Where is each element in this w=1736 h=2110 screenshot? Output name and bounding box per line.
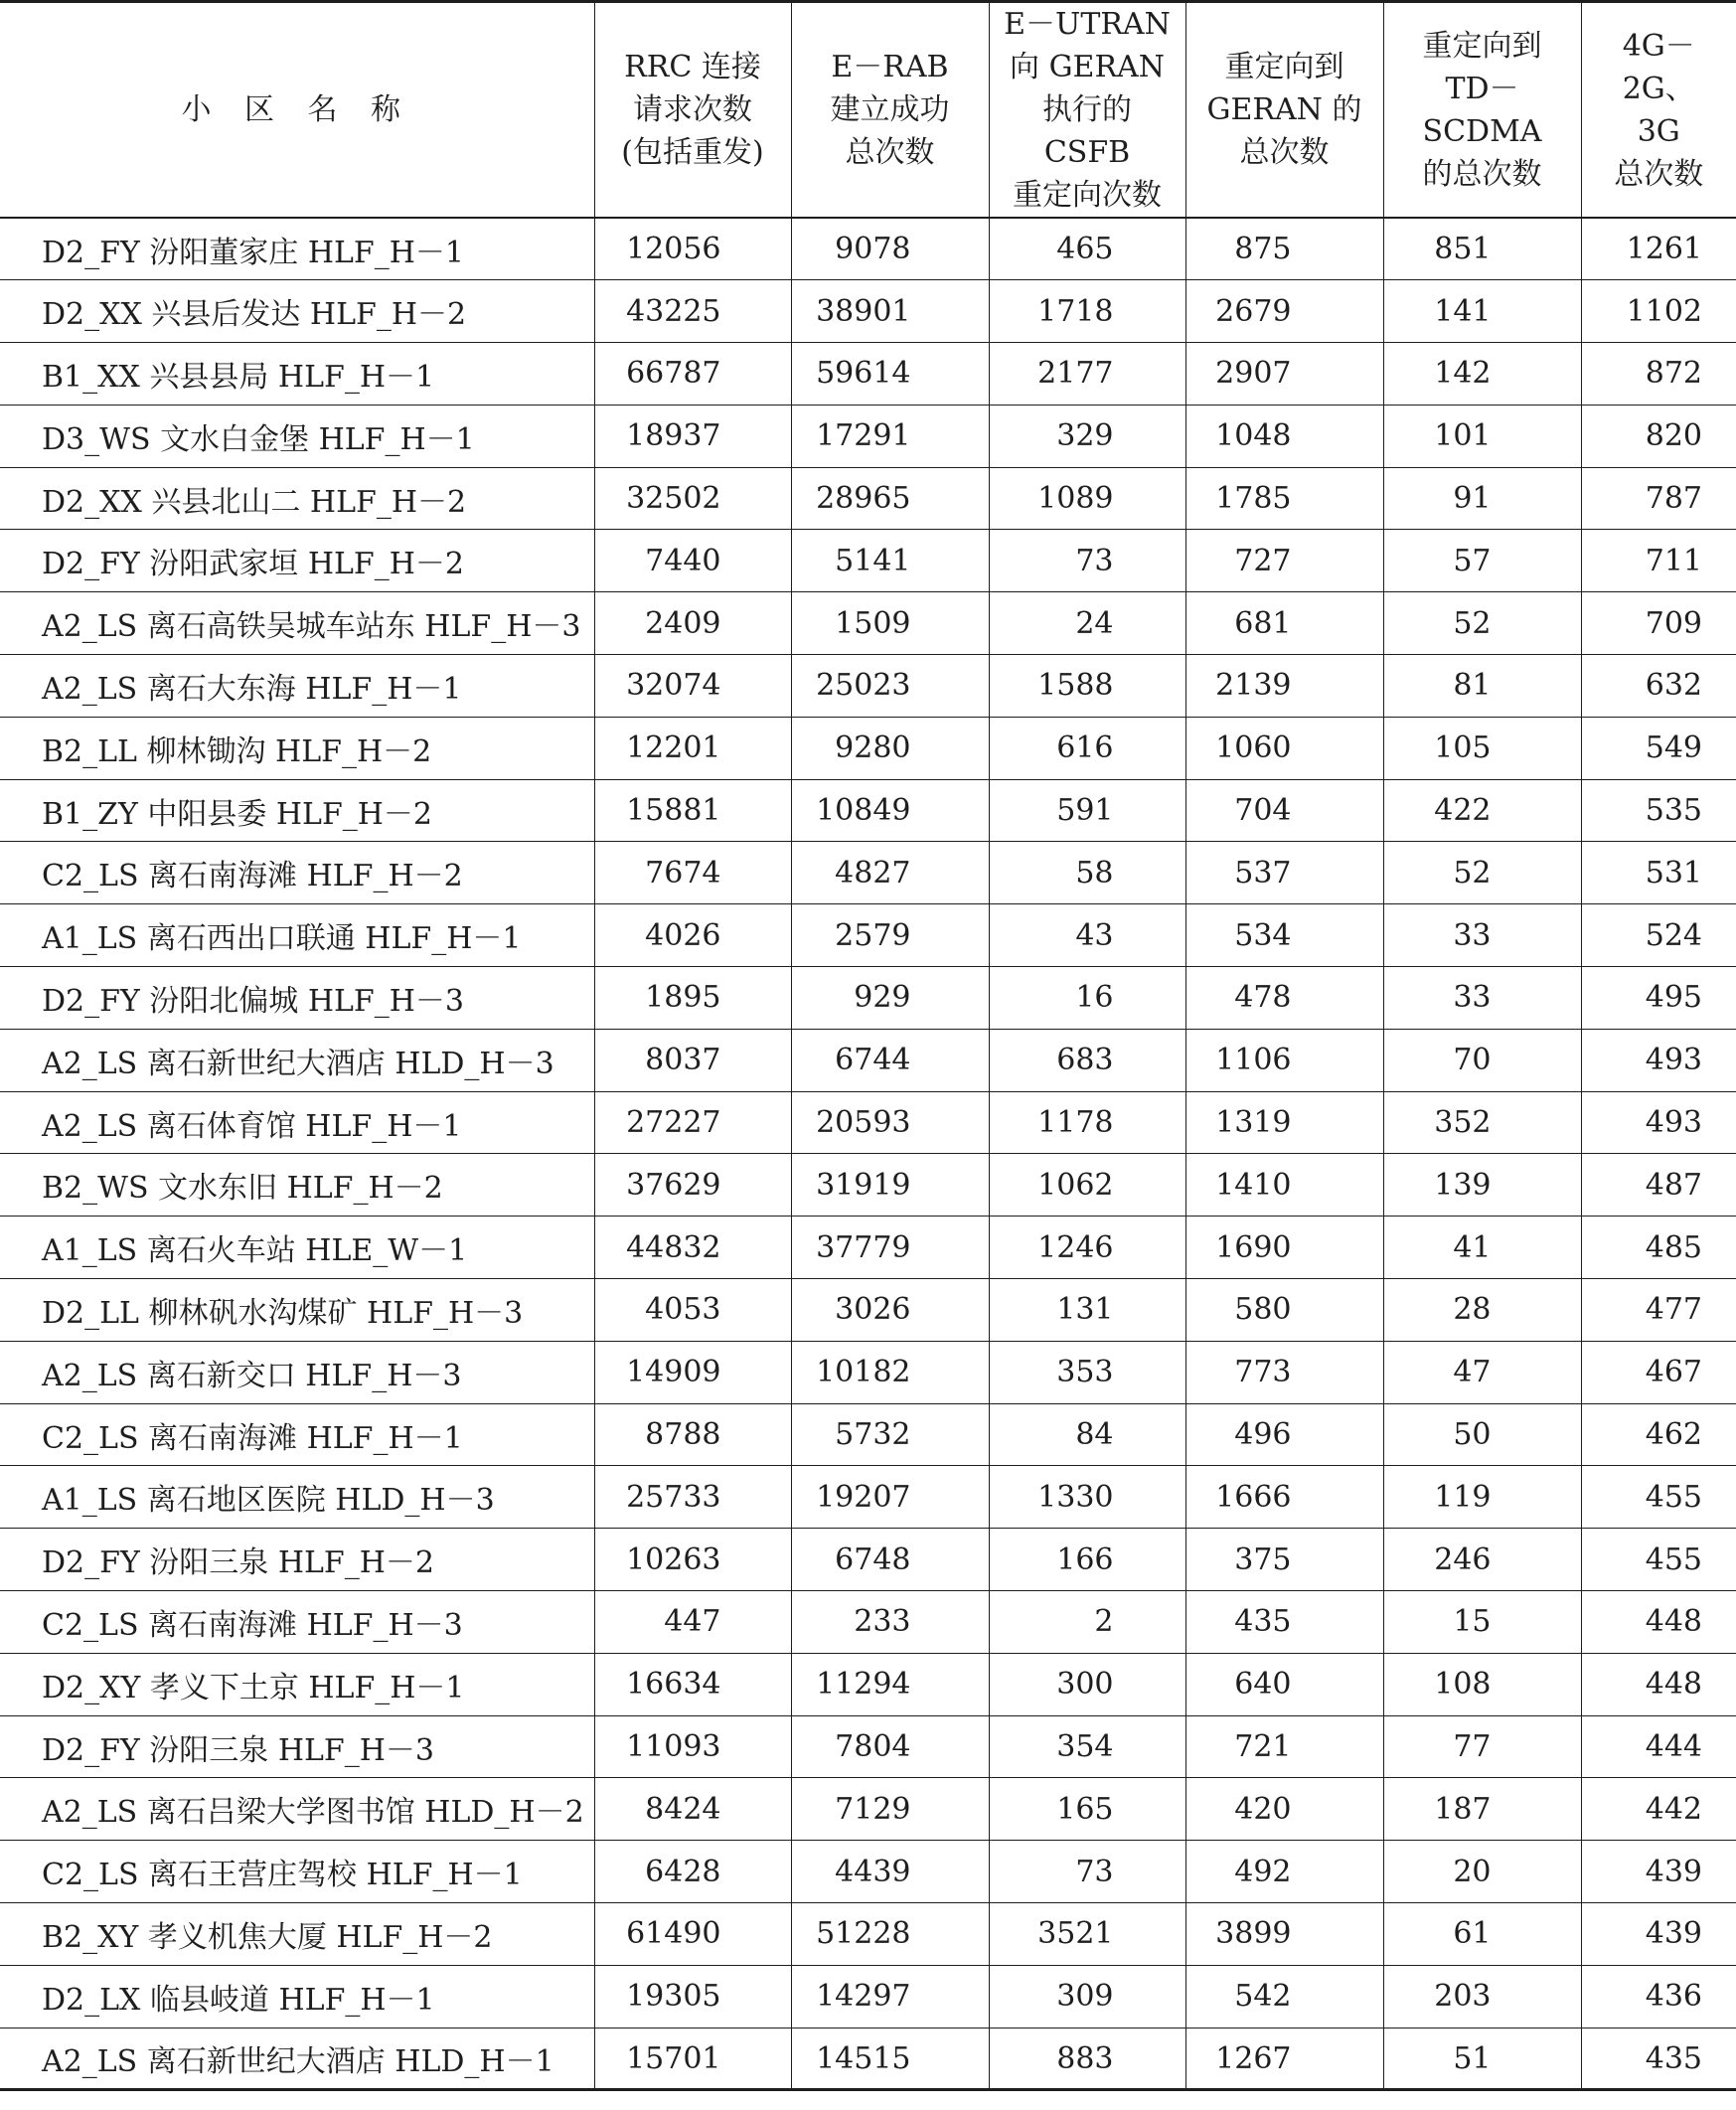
redirect-geran-cell: 640 xyxy=(1185,1653,1383,1715)
table-row xyxy=(0,2028,1736,2090)
csfb-redirects-cell: 165 xyxy=(989,1778,1185,1841)
erab-success-cell: 6744 xyxy=(791,1029,989,1091)
csfb-redirects-cell: 58 xyxy=(989,842,1185,904)
erab-success-cell: 59614 xyxy=(791,343,989,406)
cell-name-cell: D2_FY 汾阳武家垣 HLF_H－2 xyxy=(0,530,594,592)
rrc-requests-cell: 19305 xyxy=(594,1965,791,2028)
erab-success-cell: 929 xyxy=(791,967,989,1030)
redirect-geran-cell: 537 xyxy=(1185,842,1383,904)
csfb-redirects-cell: 2 xyxy=(989,1591,1185,1654)
table-row xyxy=(0,1029,1736,1091)
erab-success-cell: 7804 xyxy=(791,1715,989,1778)
redirect-geran-cell: 1785 xyxy=(1185,467,1383,530)
redirect-geran-cell: 375 xyxy=(1185,1529,1383,1591)
header-csfb-redirects: E－UTRAN 向 GERAN 执行的 CSFB 重定向次数 xyxy=(989,2,1185,219)
cell-name-cell: D2_FY 汾阳三泉 HLF_H－3 xyxy=(0,1715,594,1778)
erab-success-cell: 5141 xyxy=(791,530,989,592)
table-row xyxy=(0,1529,1736,1591)
redirect-tdscdma-cell: 91 xyxy=(1383,467,1581,530)
redirect-geran-cell: 3899 xyxy=(1185,1903,1383,1966)
rrc-requests-cell: 61490 xyxy=(594,1903,791,1966)
4g-to-2g3g-total-cell: 493 xyxy=(1581,1091,1736,1154)
table-row xyxy=(0,967,1736,1030)
4g-to-2g3g-total-cell: 531 xyxy=(1581,842,1736,904)
redirect-geran-cell: 1690 xyxy=(1185,1217,1383,1279)
redirect-tdscdma-cell: 81 xyxy=(1383,655,1581,718)
header-redirect-geran: 重定向到 GERAN 的 总次数 xyxy=(1185,2,1383,219)
rrc-requests-cell: 43225 xyxy=(594,280,791,343)
4g-to-2g3g-total-cell: 495 xyxy=(1581,967,1736,1030)
redirect-tdscdma-cell: 203 xyxy=(1383,1965,1581,2028)
table-row xyxy=(0,1217,1736,1279)
rrc-requests-cell: 32074 xyxy=(594,655,791,718)
csfb-redirects-cell: 16 xyxy=(989,967,1185,1030)
rrc-requests-cell: 8788 xyxy=(594,1403,791,1466)
redirect-geran-cell: 1410 xyxy=(1185,1154,1383,1217)
erab-success-cell: 14297 xyxy=(791,1965,989,2028)
redirect-tdscdma-cell: 41 xyxy=(1383,1217,1581,1279)
erab-success-cell: 2579 xyxy=(791,904,989,967)
redirect-tdscdma-cell: 105 xyxy=(1383,717,1581,779)
table-row xyxy=(0,405,1736,467)
table-row xyxy=(0,655,1736,718)
redirect-tdscdma-cell: 851 xyxy=(1383,218,1581,280)
redirect-tdscdma-cell: 57 xyxy=(1383,530,1581,592)
csfb-redirects-cell: 329 xyxy=(989,405,1185,467)
rrc-requests-cell: 8037 xyxy=(594,1029,791,1091)
redirect-geran-cell: 2679 xyxy=(1185,280,1383,343)
table-row xyxy=(0,904,1736,967)
csfb-redirects-cell: 2177 xyxy=(989,343,1185,406)
redirect-geran-cell: 1666 xyxy=(1185,1466,1383,1529)
cell-name-cell: C2_LS 离石王营庄驾校 HLF_H－1 xyxy=(0,1841,594,1903)
4g-to-2g3g-total-cell: 535 xyxy=(1581,779,1736,842)
redirect-geran-cell: 478 xyxy=(1185,967,1383,1030)
redirect-tdscdma-cell: 50 xyxy=(1383,1403,1581,1466)
redirect-tdscdma-cell: 187 xyxy=(1383,1778,1581,1841)
cell-name-cell: A1_LS 离石火车站 HLE_W－1 xyxy=(0,1217,594,1279)
redirect-geran-cell: 681 xyxy=(1185,592,1383,655)
erab-success-cell: 233 xyxy=(791,1591,989,1654)
table-row xyxy=(0,1279,1736,1342)
redirect-tdscdma-cell: 108 xyxy=(1383,1653,1581,1715)
rrc-requests-cell: 11093 xyxy=(594,1715,791,1778)
header-redirect-tdscdma: 重定向到 TD－SCDMA 的总次数 xyxy=(1383,2,1581,219)
cell-name-cell: A2_LS 离石新世纪大酒店 HLD_H－1 xyxy=(0,2028,594,2090)
rrc-requests-cell: 15881 xyxy=(594,779,791,842)
erab-success-cell: 10182 xyxy=(791,1341,989,1403)
erab-success-cell: 3026 xyxy=(791,1279,989,1342)
cell-name-cell: D2_XY 孝义下土京 HLF_H－1 xyxy=(0,1653,594,1715)
cell-name-cell: D2_LX 临县岐道 HLF_H－1 xyxy=(0,1965,594,2028)
4g-to-2g3g-total-cell: 448 xyxy=(1581,1591,1736,1654)
erab-success-cell: 7129 xyxy=(791,1778,989,1841)
table-header-row xyxy=(0,2,1736,219)
csfb-redirects-cell: 24 xyxy=(989,592,1185,655)
header-erab-success: E－RAB 建立成功 总次数 xyxy=(791,2,989,219)
cell-name-cell: A2_LS 离石新世纪大酒店 HLD_H－3 xyxy=(0,1029,594,1091)
csfb-redirects-cell: 1330 xyxy=(989,1466,1185,1529)
table-row xyxy=(0,1466,1736,1529)
erab-success-cell: 31919 xyxy=(791,1154,989,1217)
table-row xyxy=(0,1778,1736,1841)
redirect-geran-cell: 492 xyxy=(1185,1841,1383,1903)
4g-to-2g3g-total-cell: 820 xyxy=(1581,405,1736,467)
redirect-geran-cell: 2907 xyxy=(1185,343,1383,406)
csfb-redirects-cell: 166 xyxy=(989,1529,1185,1591)
redirect-tdscdma-cell: 47 xyxy=(1383,1341,1581,1403)
redirect-tdscdma-cell: 101 xyxy=(1383,405,1581,467)
csfb-redirects-cell: 683 xyxy=(989,1029,1185,1091)
csfb-redirects-cell: 883 xyxy=(989,2028,1185,2090)
erab-success-cell: 4827 xyxy=(791,842,989,904)
cell-name-cell: D2_XX 兴县后发达 HLF_H－2 xyxy=(0,280,594,343)
csfb-redirects-cell: 1246 xyxy=(989,1217,1185,1279)
csfb-redirects-cell: 3521 xyxy=(989,1903,1185,1966)
erab-success-cell: 17291 xyxy=(791,405,989,467)
table-row xyxy=(0,530,1736,592)
4g-to-2g3g-total-cell: 493 xyxy=(1581,1029,1736,1091)
csfb-redirects-cell: 465 xyxy=(989,218,1185,280)
redirect-geran-cell: 875 xyxy=(1185,218,1383,280)
4g-to-2g3g-total-cell: 444 xyxy=(1581,1715,1736,1778)
rrc-requests-cell: 18937 xyxy=(594,405,791,467)
rrc-requests-cell: 447 xyxy=(594,1591,791,1654)
csfb-redirects-cell: 84 xyxy=(989,1403,1185,1466)
table-row xyxy=(0,1715,1736,1778)
4g-to-2g3g-total-cell: 872 xyxy=(1581,343,1736,406)
rrc-requests-cell: 12056 xyxy=(594,218,791,280)
rrc-requests-cell: 4026 xyxy=(594,904,791,967)
redirect-geran-cell: 1267 xyxy=(1185,2028,1383,2090)
4g-to-2g3g-total-cell: 439 xyxy=(1581,1841,1736,1903)
redirect-tdscdma-cell: 352 xyxy=(1383,1091,1581,1154)
cell-name-cell: B2_XY 孝义机焦大厦 HLF_H－2 xyxy=(0,1903,594,1966)
rrc-requests-cell: 7440 xyxy=(594,530,791,592)
redirect-geran-cell: 580 xyxy=(1185,1279,1383,1342)
redirect-tdscdma-cell: 422 xyxy=(1383,779,1581,842)
redirect-geran-cell: 721 xyxy=(1185,1715,1383,1778)
erab-success-cell: 51228 xyxy=(791,1903,989,1966)
table-row xyxy=(0,467,1736,530)
rrc-requests-cell: 25733 xyxy=(594,1466,791,1529)
cell-name-cell: C2_LS 离石南海滩 HLF_H－2 xyxy=(0,842,594,904)
table-row xyxy=(0,218,1736,280)
table-body xyxy=(0,218,1736,2090)
csfb-redirects-cell: 309 xyxy=(989,1965,1185,2028)
cell-name-cell: A2_LS 离石高铁吴城车站东 HLF_H－3 xyxy=(0,592,594,655)
redirect-geran-cell: 496 xyxy=(1185,1403,1383,1466)
erab-success-cell: 10849 xyxy=(791,779,989,842)
cell-name-cell: C2_LS 离石南海滩 HLF_H－3 xyxy=(0,1591,594,1654)
header-rrc-requests: RRC 连接 请求次数 (包括重发) xyxy=(594,2,791,219)
redirect-geran-cell: 1060 xyxy=(1185,717,1383,779)
erab-success-cell: 1509 xyxy=(791,592,989,655)
redirect-geran-cell: 534 xyxy=(1185,904,1383,967)
4g-to-2g3g-total-cell: 632 xyxy=(1581,655,1736,718)
redirect-tdscdma-cell: 119 xyxy=(1383,1466,1581,1529)
cell-name-cell: A2_LS 离石新交口 HLF_H－3 xyxy=(0,1341,594,1403)
redirect-tdscdma-cell: 142 xyxy=(1383,343,1581,406)
table-row xyxy=(0,717,1736,779)
cell-name-cell: D2_XX 兴县北山二 HLF_H－2 xyxy=(0,467,594,530)
table-row xyxy=(0,280,1736,343)
rrc-requests-cell: 66787 xyxy=(594,343,791,406)
4g-to-2g3g-total-cell: 487 xyxy=(1581,1154,1736,1217)
cell-name-cell: D2_FY 汾阳董家庄 HLF_H－1 xyxy=(0,218,594,280)
4g-to-2g3g-total-cell: 549 xyxy=(1581,717,1736,779)
csfb-redirects-cell: 1178 xyxy=(989,1091,1185,1154)
4g-to-2g3g-total-cell: 709 xyxy=(1581,592,1736,655)
redirect-tdscdma-cell: 52 xyxy=(1383,842,1581,904)
cell-name-cell: A2_LS 离石大东海 HLF_H－1 xyxy=(0,655,594,718)
rrc-requests-cell: 15701 xyxy=(594,2028,791,2090)
rrc-requests-cell: 6428 xyxy=(594,1841,791,1903)
redirect-tdscdma-cell: 246 xyxy=(1383,1529,1581,1591)
redirect-tdscdma-cell: 28 xyxy=(1383,1279,1581,1342)
redirect-geran-cell: 1319 xyxy=(1185,1091,1383,1154)
erab-success-cell: 19207 xyxy=(791,1466,989,1529)
rrc-requests-cell: 1895 xyxy=(594,967,791,1030)
cell-name-cell: D2_LL 柳林矾水沟煤矿 HLF_H－3 xyxy=(0,1279,594,1342)
csfb-redirects-cell: 1588 xyxy=(989,655,1185,718)
erab-success-cell: 9078 xyxy=(791,218,989,280)
4g-to-2g3g-total-cell: 442 xyxy=(1581,1778,1736,1841)
4g-to-2g3g-total-cell: 439 xyxy=(1581,1903,1736,1966)
redirect-geran-cell: 542 xyxy=(1185,1965,1383,2028)
4g-to-2g3g-total-cell: 448 xyxy=(1581,1653,1736,1715)
cell-name-cell: C2_LS 离石南海滩 HLF_H－1 xyxy=(0,1403,594,1466)
4g-to-2g3g-total-cell: 524 xyxy=(1581,904,1736,967)
rrc-requests-cell: 37629 xyxy=(594,1154,791,1217)
rrc-requests-cell: 4053 xyxy=(594,1279,791,1342)
table-row xyxy=(0,1653,1736,1715)
redirect-geran-cell: 420 xyxy=(1185,1778,1383,1841)
erab-success-cell: 11294 xyxy=(791,1653,989,1715)
4g-to-2g3g-total-cell: 477 xyxy=(1581,1279,1736,1342)
redirect-tdscdma-cell: 52 xyxy=(1383,592,1581,655)
cell-name-cell: D3_WS 文水白金堡 HLF_H－1 xyxy=(0,405,594,467)
cell-name-cell: B1_XX 兴县县局 HLF_H－1 xyxy=(0,343,594,406)
table-row xyxy=(0,1965,1736,2028)
4g-to-2g3g-total-cell: 467 xyxy=(1581,1341,1736,1403)
cell-name-cell: B2_WS 文水东旧 HLF_H－2 xyxy=(0,1154,594,1217)
redirect-geran-cell: 727 xyxy=(1185,530,1383,592)
4g-to-2g3g-total-cell: 435 xyxy=(1581,2028,1736,2090)
table-row xyxy=(0,1154,1736,1217)
csfb-redirects-cell: 131 xyxy=(989,1279,1185,1342)
csfb-redirects-cell: 73 xyxy=(989,530,1185,592)
redirect-geran-cell: 1048 xyxy=(1185,405,1383,467)
table-row xyxy=(0,779,1736,842)
redirect-tdscdma-cell: 77 xyxy=(1383,1715,1581,1778)
redirect-tdscdma-cell: 139 xyxy=(1383,1154,1581,1217)
erab-success-cell: 28965 xyxy=(791,467,989,530)
cell-name-cell: A2_LS 离石吕梁大学图书馆 HLD_H－2 xyxy=(0,1778,594,1841)
rrc-requests-cell: 8424 xyxy=(594,1778,791,1841)
csfb-redirects-cell: 354 xyxy=(989,1715,1185,1778)
csfb-redirects-cell: 591 xyxy=(989,779,1185,842)
redirect-tdscdma-cell: 51 xyxy=(1383,2028,1581,2090)
rrc-requests-cell: 7674 xyxy=(594,842,791,904)
csfb-redirects-cell: 1718 xyxy=(989,280,1185,343)
4g-to-2g3g-total-cell: 455 xyxy=(1581,1529,1736,1591)
erab-success-cell: 38901 xyxy=(791,280,989,343)
erab-success-cell: 14515 xyxy=(791,2028,989,2090)
cell-name-cell: D2_FY 汾阳三泉 HLF_H－2 xyxy=(0,1529,594,1591)
cell-name-cell: B1_ZY 中阳县委 HLF_H－2 xyxy=(0,779,594,842)
erab-success-cell: 6748 xyxy=(791,1529,989,1591)
4g-to-2g3g-total-cell: 462 xyxy=(1581,1403,1736,1466)
rrc-requests-cell: 44832 xyxy=(594,1217,791,1279)
csfb-redirects-cell: 43 xyxy=(989,904,1185,967)
rrc-requests-cell: 2409 xyxy=(594,592,791,655)
table-row xyxy=(0,1403,1736,1466)
4g-to-2g3g-total-cell: 787 xyxy=(1581,467,1736,530)
csfb-redirects-cell: 300 xyxy=(989,1653,1185,1715)
redirect-tdscdma-cell: 61 xyxy=(1383,1903,1581,1966)
cell-name-cell: A1_LS 离石地区医院 HLD_H－3 xyxy=(0,1466,594,1529)
redirect-tdscdma-cell: 33 xyxy=(1383,967,1581,1030)
erab-success-cell: 5732 xyxy=(791,1403,989,1466)
4g-to-2g3g-total-cell: 455 xyxy=(1581,1466,1736,1529)
table-row xyxy=(0,592,1736,655)
redirect-geran-cell: 1106 xyxy=(1185,1029,1383,1091)
redirect-tdscdma-cell: 15 xyxy=(1383,1591,1581,1654)
redirect-geran-cell: 704 xyxy=(1185,779,1383,842)
table-row xyxy=(0,1341,1736,1403)
redirect-geran-cell: 435 xyxy=(1185,1591,1383,1654)
rrc-requests-cell: 32502 xyxy=(594,467,791,530)
erab-success-cell: 9280 xyxy=(791,717,989,779)
4g-to-2g3g-total-cell: 1261 xyxy=(1581,218,1736,280)
table-row xyxy=(0,842,1736,904)
redirect-tdscdma-cell: 33 xyxy=(1383,904,1581,967)
header-cell-name: 小 区 名 称 xyxy=(0,2,594,219)
table-row xyxy=(0,1091,1736,1154)
redirect-geran-cell: 773 xyxy=(1185,1341,1383,1403)
csfb-redirects-cell: 1062 xyxy=(989,1154,1185,1217)
cell-name-cell: D2_FY 汾阳北偏城 HLF_H－3 xyxy=(0,967,594,1030)
csfb-redirects-cell: 353 xyxy=(989,1341,1185,1403)
4g-to-2g3g-total-cell: 485 xyxy=(1581,1217,1736,1279)
redirect-tdscdma-cell: 20 xyxy=(1383,1841,1581,1903)
4g-to-2g3g-total-cell: 436 xyxy=(1581,1965,1736,2028)
erab-success-cell: 25023 xyxy=(791,655,989,718)
erab-success-cell: 20593 xyxy=(791,1091,989,1154)
cell-name-cell: A1_LS 离石西出口联通 HLF_H－1 xyxy=(0,904,594,967)
table-row xyxy=(0,1591,1736,1654)
rrc-requests-cell: 16634 xyxy=(594,1653,791,1715)
4g-to-2g3g-total-cell: 711 xyxy=(1581,530,1736,592)
rrc-requests-cell: 14909 xyxy=(594,1341,791,1403)
table-row xyxy=(0,343,1736,406)
erab-success-cell: 4439 xyxy=(791,1841,989,1903)
csfb-redirects-cell: 1089 xyxy=(989,467,1185,530)
csfb-redirects-cell: 73 xyxy=(989,1841,1185,1903)
redirect-tdscdma-cell: 70 xyxy=(1383,1029,1581,1091)
4g-to-2g3g-total-cell: 1102 xyxy=(1581,280,1736,343)
rrc-requests-cell: 27227 xyxy=(594,1091,791,1154)
redirect-geran-cell: 2139 xyxy=(1185,655,1383,718)
table-row xyxy=(0,1841,1736,1903)
redirect-tdscdma-cell: 141 xyxy=(1383,280,1581,343)
cell-name-cell: A2_LS 离石体育馆 HLF_H－1 xyxy=(0,1091,594,1154)
rrc-requests-cell: 10263 xyxy=(594,1529,791,1591)
csfb-redirects-cell: 616 xyxy=(989,717,1185,779)
header-4g-to-2g3g-total: 4G－2G、 3G 总次数 xyxy=(1581,2,1736,219)
rrc-requests-cell: 12201 xyxy=(594,717,791,779)
cell-name-cell: B2_LL 柳林锄沟 HLF_H－2 xyxy=(0,717,594,779)
table-row xyxy=(0,1903,1736,1966)
erab-success-cell: 37779 xyxy=(791,1217,989,1279)
